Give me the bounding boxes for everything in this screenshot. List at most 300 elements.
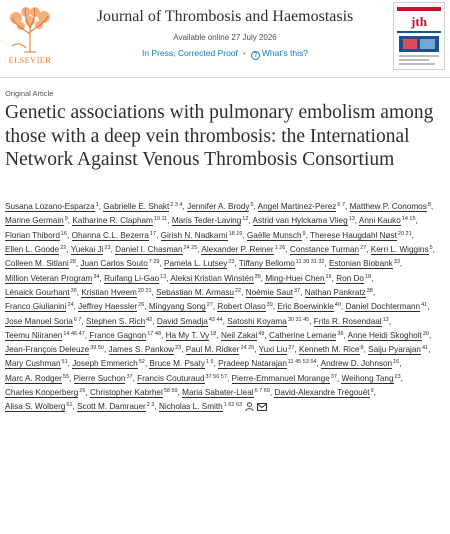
author-link[interactable]: [349, 202, 434, 211]
author-separator: ,: [99, 273, 105, 283]
author-separator: ,: [345, 202, 350, 211]
author-separator: ,: [212, 302, 218, 312]
author-name: Tiffany Bellomo: [238, 259, 295, 269]
author-link[interactable]: [81, 288, 151, 297]
person-icon[interactable]: [245, 402, 254, 411]
author-separator: ,: [161, 330, 166, 340]
author-link[interactable]: [290, 245, 366, 254]
author-name: Charles Kooperberg: [5, 388, 79, 398]
affiliation-number: 16: [60, 230, 68, 237]
author-link[interactable]: [159, 402, 242, 411]
author-link[interactable]: [5, 202, 99, 211]
author-link[interactable]: [336, 273, 374, 283]
author-link[interactable]: [201, 245, 285, 254]
author-name: Pierre Suchon: [73, 373, 126, 383]
author-name: Ellen L. Goode: [5, 244, 60, 254]
author-link[interactable]: [5, 345, 104, 354]
author-separator: ,: [226, 373, 232, 383]
affiliation-number: 30 31 45: [287, 316, 310, 323]
affiliation-number: 27: [288, 345, 295, 352]
author-link[interactable]: [186, 345, 254, 354]
author-name: Pamela L. Lutsey: [164, 259, 228, 269]
author-link[interactable]: [157, 317, 223, 326]
author-link[interactable]: [218, 359, 316, 368]
author-separator: ,: [388, 316, 392, 326]
author-name: Susana Lozano-Esparza: [5, 202, 95, 211]
affiliation-number: 6 7: [337, 202, 346, 208]
affiliation-number: 9: [370, 388, 374, 395]
author-link[interactable]: [5, 317, 81, 326]
affiliation-number: 10 11: [153, 216, 168, 223]
author-link[interactable]: [72, 216, 167, 225]
author-link[interactable]: [304, 287, 376, 297]
author-name: Ruifang Li-Gao: [104, 273, 160, 283]
author-separator: ,: [264, 330, 270, 340]
author-name: Christopher Kabrhel: [89, 388, 163, 398]
affiliation-number: 28: [69, 259, 76, 266]
author-name: David Smadja: [156, 316, 208, 326]
author-link[interactable]: [187, 202, 253, 211]
affiliation-number: 41: [421, 345, 429, 352]
author-separator: ,: [331, 273, 337, 283]
author-separator: ,: [340, 302, 346, 312]
author-link[interactable]: [90, 388, 178, 397]
in-press-link[interactable]: In Press, Corrected Proof: [141, 48, 238, 58]
author-separator: ,: [411, 230, 414, 240]
author-link[interactable]: [232, 374, 337, 383]
author-separator: ,: [81, 316, 87, 326]
author-separator: ,: [371, 273, 374, 283]
author-link[interactable]: [137, 374, 227, 383]
author-name: Mingyang Song: [148, 302, 206, 312]
author-separator: ,: [427, 302, 430, 312]
affiliation-number: 27: [360, 244, 367, 251]
author-separator: ,: [98, 202, 104, 211]
author-link[interactable]: [258, 202, 345, 211]
author-name: Eric Boerwinkle: [277, 302, 334, 312]
author-separator: ,: [372, 287, 376, 297]
affiliation-number: 23: [228, 259, 235, 266]
author-name: Weihong Tang: [341, 373, 394, 383]
author-separator: ,: [154, 402, 159, 412]
author-separator: ,: [366, 244, 371, 254]
author-separator: ,: [75, 259, 81, 269]
author-link[interactable]: [227, 317, 309, 326]
author-link[interactable]: [5, 302, 74, 311]
affiliation-number: 1 5: [205, 359, 214, 366]
author-name: Robert Olaso: [217, 302, 266, 312]
author-separator: ,: [428, 330, 432, 340]
affiliation-number: 41: [421, 302, 428, 309]
affiliation-number: 20 21: [397, 230, 412, 237]
author-link[interactable]: [161, 231, 243, 240]
author-separator: ,: [69, 373, 74, 383]
affiliation-number: 16: [393, 359, 400, 366]
affiliation-number: 49: [258, 330, 265, 337]
author-name: Scott M. Damrauer: [77, 402, 146, 412]
author-name: Angel Martinez-Perez: [257, 202, 337, 211]
affiliation-number: 33: [393, 259, 400, 266]
author-link[interactable]: [74, 374, 133, 383]
author-link[interactable]: [299, 345, 364, 354]
author-name: Alisa S. Wolberg: [5, 402, 66, 412]
author-link[interactable]: [156, 288, 241, 297]
author-name: Teemu Niiranen: [5, 330, 63, 340]
author-link[interactable]: [5, 374, 69, 383]
affiliation-number: 39 50: [90, 345, 104, 352]
author-link[interactable]: [274, 388, 373, 397]
author-name: Yuxi Liu: [258, 345, 288, 355]
affiliation-number: 23: [104, 244, 111, 251]
author-separator: ,: [254, 345, 259, 355]
affiliation-number: 37: [330, 373, 337, 380]
author-separator: ,: [241, 287, 246, 297]
affiliation-number: 17: [149, 230, 157, 237]
author-separator: ,: [159, 259, 165, 269]
author-name: Neil Zakai: [220, 330, 258, 340]
author-link[interactable]: [78, 302, 144, 311]
author-separator: ,: [144, 302, 149, 312]
author-name: Jennifer A. Brody: [187, 202, 250, 211]
author-link[interactable]: [77, 402, 154, 411]
author-name: Daniel I. Chasman: [115, 244, 183, 254]
author-link[interactable]: [5, 245, 66, 254]
author-separator: ,: [354, 216, 359, 226]
affiliation-number: 11 45 53 54: [287, 359, 317, 366]
affiliation-number: 8: [427, 202, 431, 208]
author-link[interactable]: [259, 345, 295, 354]
affiliation-number: 1 26: [274, 244, 286, 251]
author-link[interactable]: [253, 216, 355, 225]
help-icon[interactable]: ?: [251, 51, 260, 60]
author-separator: ,: [432, 244, 435, 254]
author-name: Francis Couturaud: [137, 373, 205, 383]
journal-header: [0, 0, 450, 78]
author-link[interactable]: [5, 274, 100, 283]
affiliation-number: 18 19: [228, 230, 243, 237]
affiliation-number: 13: [382, 316, 389, 323]
author-separator: ,: [272, 302, 278, 312]
author-separator: ,: [85, 388, 90, 398]
author-link[interactable]: [221, 331, 265, 340]
author-link[interactable]: [345, 302, 430, 312]
author-name: Anne Heidi Skogholt: [347, 330, 422, 340]
author-list: [5, 199, 447, 414]
author-name: Andrew D. Johnson: [320, 359, 393, 369]
author-link[interactable]: [89, 331, 161, 340]
author-name: Katharine R. Clapham: [72, 216, 153, 226]
affiliation-number: 37: [126, 373, 133, 380]
author-link[interactable]: [103, 202, 182, 211]
author-link[interactable]: [149, 302, 213, 311]
author-separator: ,: [152, 316, 157, 326]
author-name: Aleksi Kristian Winstén: [170, 273, 254, 283]
elsevier-logo-icon[interactable]: [4, 4, 56, 54]
author-separator: ,: [269, 388, 275, 398]
affiliation-number: 20: [422, 330, 429, 337]
author-name: Alexander P. Reiner: [201, 244, 274, 254]
affiliation-number: 37 56 57: [205, 373, 227, 380]
author-link[interactable]: [72, 359, 145, 368]
affiliation-number: 37: [294, 287, 301, 294]
author-link[interactable]: [164, 259, 234, 268]
affiliation-number: 14 46 47: [63, 330, 85, 337]
author-separator: ,: [67, 359, 73, 369]
author-link[interactable]: [277, 302, 341, 311]
author-link[interactable]: [269, 331, 343, 340]
affiliation-number: 2 3 4: [170, 202, 183, 208]
affiliation-number: 38: [366, 287, 373, 294]
author-link[interactable]: [359, 216, 416, 225]
author-name: Gabrielle E. Shakt: [103, 202, 170, 211]
author-separator: ,: [84, 330, 90, 340]
author-link[interactable]: [5, 288, 77, 297]
affiliation-number: 13: [160, 273, 167, 280]
affiliation-number: 18: [364, 273, 372, 280]
affiliation-number: 51: [61, 359, 68, 366]
author-link[interactable]: [109, 345, 182, 354]
envelope-icon[interactable]: [257, 403, 267, 411]
author-separator: ,: [309, 316, 314, 326]
affiliation-number: 6 7 60: [254, 388, 270, 395]
author-separator: ,: [144, 359, 150, 369]
author-name: France Gagnon: [89, 330, 147, 340]
affiliation-number: 58 59: [163, 388, 178, 395]
author-link[interactable]: [182, 388, 270, 397]
affiliation-number: 18: [210, 330, 217, 337]
author-link[interactable]: [368, 345, 431, 355]
author-separator: ,: [222, 316, 228, 326]
author-name: Gaëlle Munsch: [246, 230, 302, 240]
author-separator: ,: [253, 202, 258, 211]
affiliation-number: 6 7: [73, 316, 82, 323]
author-separator: ,: [242, 230, 247, 240]
author-link[interactable]: [80, 259, 159, 268]
author-separator: ,: [66, 244, 71, 254]
author-separator: ,: [260, 273, 266, 283]
author-link[interactable]: [217, 302, 272, 311]
author-name: Bruce M. Psaty: [149, 359, 205, 369]
author-separator: ,: [216, 330, 221, 340]
affiliation-number: 12: [242, 216, 249, 223]
author-separator: ,: [415, 216, 418, 226]
affiliation-number: 5: [429, 244, 433, 251]
author-separator: ,: [234, 259, 239, 269]
affiliation-number: 39: [266, 302, 273, 309]
author-link[interactable]: [329, 259, 403, 269]
author-link[interactable]: [5, 259, 76, 268]
author-name: Pierre-Emmanuel Morange: [231, 373, 330, 383]
author-name: Ha My T. Vy: [165, 330, 210, 340]
author-separator: ,: [110, 244, 116, 254]
author-name: Noémie Saut: [245, 287, 294, 297]
author-link[interactable]: [371, 245, 433, 254]
author-name: Paul M. Ridker: [185, 345, 240, 355]
affiliation-number: 26: [79, 388, 86, 395]
affiliation-number: 17 48: [147, 330, 161, 337]
author-separator: ,: [167, 216, 172, 226]
author-link[interactable]: [170, 274, 260, 283]
author-name: Daniel Dochtermann: [345, 302, 421, 312]
affiliation-number: 2 3: [146, 402, 155, 409]
author-separator: ,: [76, 287, 82, 297]
author-separator: ,: [67, 230, 72, 240]
author-separator: ,: [156, 230, 161, 240]
author-link[interactable]: [5, 216, 68, 225]
author-link[interactable]: [313, 316, 392, 326]
author-name: Astrid van Hylckama Vlieg: [252, 216, 348, 226]
article-type: Original Article: [5, 89, 54, 98]
author-separator: ,: [430, 202, 434, 211]
author-link[interactable]: [115, 245, 197, 254]
author-name: Sebastian M. Armasu: [156, 287, 234, 297]
affiliation-number: 1 62 63: [223, 402, 243, 409]
affiliation-number: 35: [254, 273, 261, 280]
link-divider: •: [242, 48, 246, 58]
article-title: Genetic associations with pulmonary embolism among those with a deep vein thrombosis: the International Network Against Venous Thrombosis Consortium: [5, 102, 434, 170]
author-link[interactable]: [5, 402, 73, 411]
cover-logo-text: jth: [411, 14, 427, 29]
affiliation-number: 27: [206, 302, 213, 309]
affiliation-number: 42: [146, 316, 153, 323]
author-link[interactable]: [347, 330, 432, 340]
affiliation-number: 61: [66, 402, 73, 409]
author-link[interactable]: [341, 374, 400, 383]
author-link[interactable]: [310, 231, 412, 240]
author-link[interactable]: [239, 259, 325, 268]
author-name: Maris Teder-Laving: [171, 216, 242, 226]
author-name: Constance Turman: [289, 244, 360, 254]
author-link[interactable]: [104, 274, 166, 283]
author-separator: ,: [373, 388, 376, 398]
affiliation-number: 8: [360, 345, 364, 352]
affiliation-number: 26: [138, 302, 145, 309]
affiliation-number: 36: [70, 287, 77, 294]
affiliation-number: 43 44: [208, 316, 223, 323]
affiliation-number: 7 29: [148, 259, 160, 266]
affiliation-number: 20 21: [137, 287, 152, 294]
author-separator: ,: [151, 287, 157, 297]
author-separator: ,: [324, 259, 330, 269]
author-name: Satoshi Koyama: [227, 316, 287, 326]
journal-cover-image[interactable]: [393, 2, 445, 70]
author-name: Kristian Hveem: [81, 287, 137, 297]
affiliation-number: 5: [250, 202, 254, 208]
affiliation-number: 14 15: [401, 216, 416, 223]
author-separator: ,: [305, 230, 310, 240]
author-link[interactable]: [72, 231, 157, 240]
affiliation-number: 36: [337, 330, 344, 337]
author-separator: ,: [248, 216, 253, 226]
author-name: Jean-François Deleuze: [5, 345, 90, 355]
author-name: Yuekai Ji: [70, 244, 104, 254]
author-separator: ,: [73, 302, 79, 312]
affiliation-number: 24 25: [240, 345, 255, 352]
author-link[interactable]: [247, 231, 306, 240]
author-link[interactable]: [246, 288, 300, 297]
author-name: Jeffrey Haessler: [78, 302, 138, 312]
author-name: Anni Kauko: [358, 216, 401, 226]
author-link[interactable]: [149, 359, 213, 368]
author-separator: ,: [181, 345, 186, 355]
author-name: Ron Do: [336, 273, 364, 283]
author-link[interactable]: [5, 331, 85, 340]
available-online-date: Available online 27 July 2026: [173, 33, 277, 42]
author-name: Kerri L. Wiggins: [370, 244, 429, 254]
author-separator: ,: [103, 345, 109, 355]
author-separator: ,: [343, 330, 348, 340]
author-separator: ,: [177, 388, 183, 398]
affiliation-number: 22: [60, 244, 67, 251]
author-name: Marine Germain: [5, 216, 64, 226]
author-separator: ,: [400, 373, 403, 383]
author-separator: ,: [294, 345, 299, 355]
affiliation-number: 55: [62, 373, 70, 380]
author-separator: ,: [399, 359, 402, 369]
affiliation-number: 9: [302, 230, 306, 237]
author-name: Therese Haugdahl Nøst: [309, 230, 397, 240]
affiliation-number: 24: [67, 302, 74, 309]
author-name: Mary Cushman: [5, 359, 61, 369]
author-name: James S. Pankow: [108, 345, 175, 355]
author-name: Ming-Huei Chen: [265, 273, 325, 283]
author-name: Saiju Pyarajan: [368, 345, 421, 355]
author-link[interactable]: [5, 388, 85, 397]
author-link[interactable]: [5, 359, 68, 368]
author-name: Joseph Emmerich: [72, 359, 138, 369]
author-name: Colleen M. Sitlani: [5, 259, 69, 269]
author-name: Franco Giulianini: [5, 302, 67, 312]
author-name: Estonian Biobank: [329, 259, 393, 269]
author-name: Nicholas L. Smith: [158, 402, 223, 412]
author-name: Maria Sabater-Lleal: [182, 388, 254, 398]
author-name: Million Veteran Program: [5, 273, 93, 283]
author-separator: ,: [132, 373, 138, 383]
author-link[interactable]: [166, 331, 217, 340]
author-separator: ,: [67, 216, 73, 226]
author-name: Catherine Lemarie: [269, 330, 337, 340]
whats-this-link[interactable]: What’s this?: [261, 48, 309, 58]
author-link[interactable]: [5, 231, 67, 240]
author-name: Ohanna C.L. Bezerra: [71, 230, 149, 240]
author-name: Frits R. Rosendaal: [313, 316, 382, 326]
affiliation-number: 22: [235, 287, 242, 294]
affiliation-number: 16: [325, 273, 332, 280]
author-separator: ,: [285, 244, 290, 254]
author-link[interactable]: [265, 274, 331, 283]
affiliation-number: 52: [138, 359, 145, 366]
author-separator: ,: [197, 244, 202, 254]
author-name: Kenneth M. Rice: [299, 345, 360, 355]
author-name: Florian Thibord: [5, 230, 60, 240]
author-separator: ,: [300, 287, 305, 297]
author-link[interactable]: [86, 317, 152, 326]
author-name: Pradeep Natarajan: [218, 359, 287, 369]
author-name: David-Alexandre Trégouët: [274, 388, 370, 398]
affiliation-number: 24 25: [183, 244, 198, 251]
affiliation-number: 9: [64, 216, 68, 223]
author-separator: ,: [316, 359, 321, 369]
journal-title[interactable]: Journal of Thrombosis and Haemostasis: [96, 8, 354, 25]
author-name: Nathan Pankratz: [304, 287, 366, 297]
author-link[interactable]: [321, 359, 400, 368]
author-separator: ,: [213, 359, 219, 369]
author-link[interactable]: [71, 245, 111, 254]
affiliation-number: 11 30 31 32: [295, 259, 325, 266]
author-name: Girish N. Nadkarni: [160, 230, 228, 240]
affiliation-number: 23: [394, 373, 401, 380]
author-link[interactable]: [172, 216, 249, 225]
